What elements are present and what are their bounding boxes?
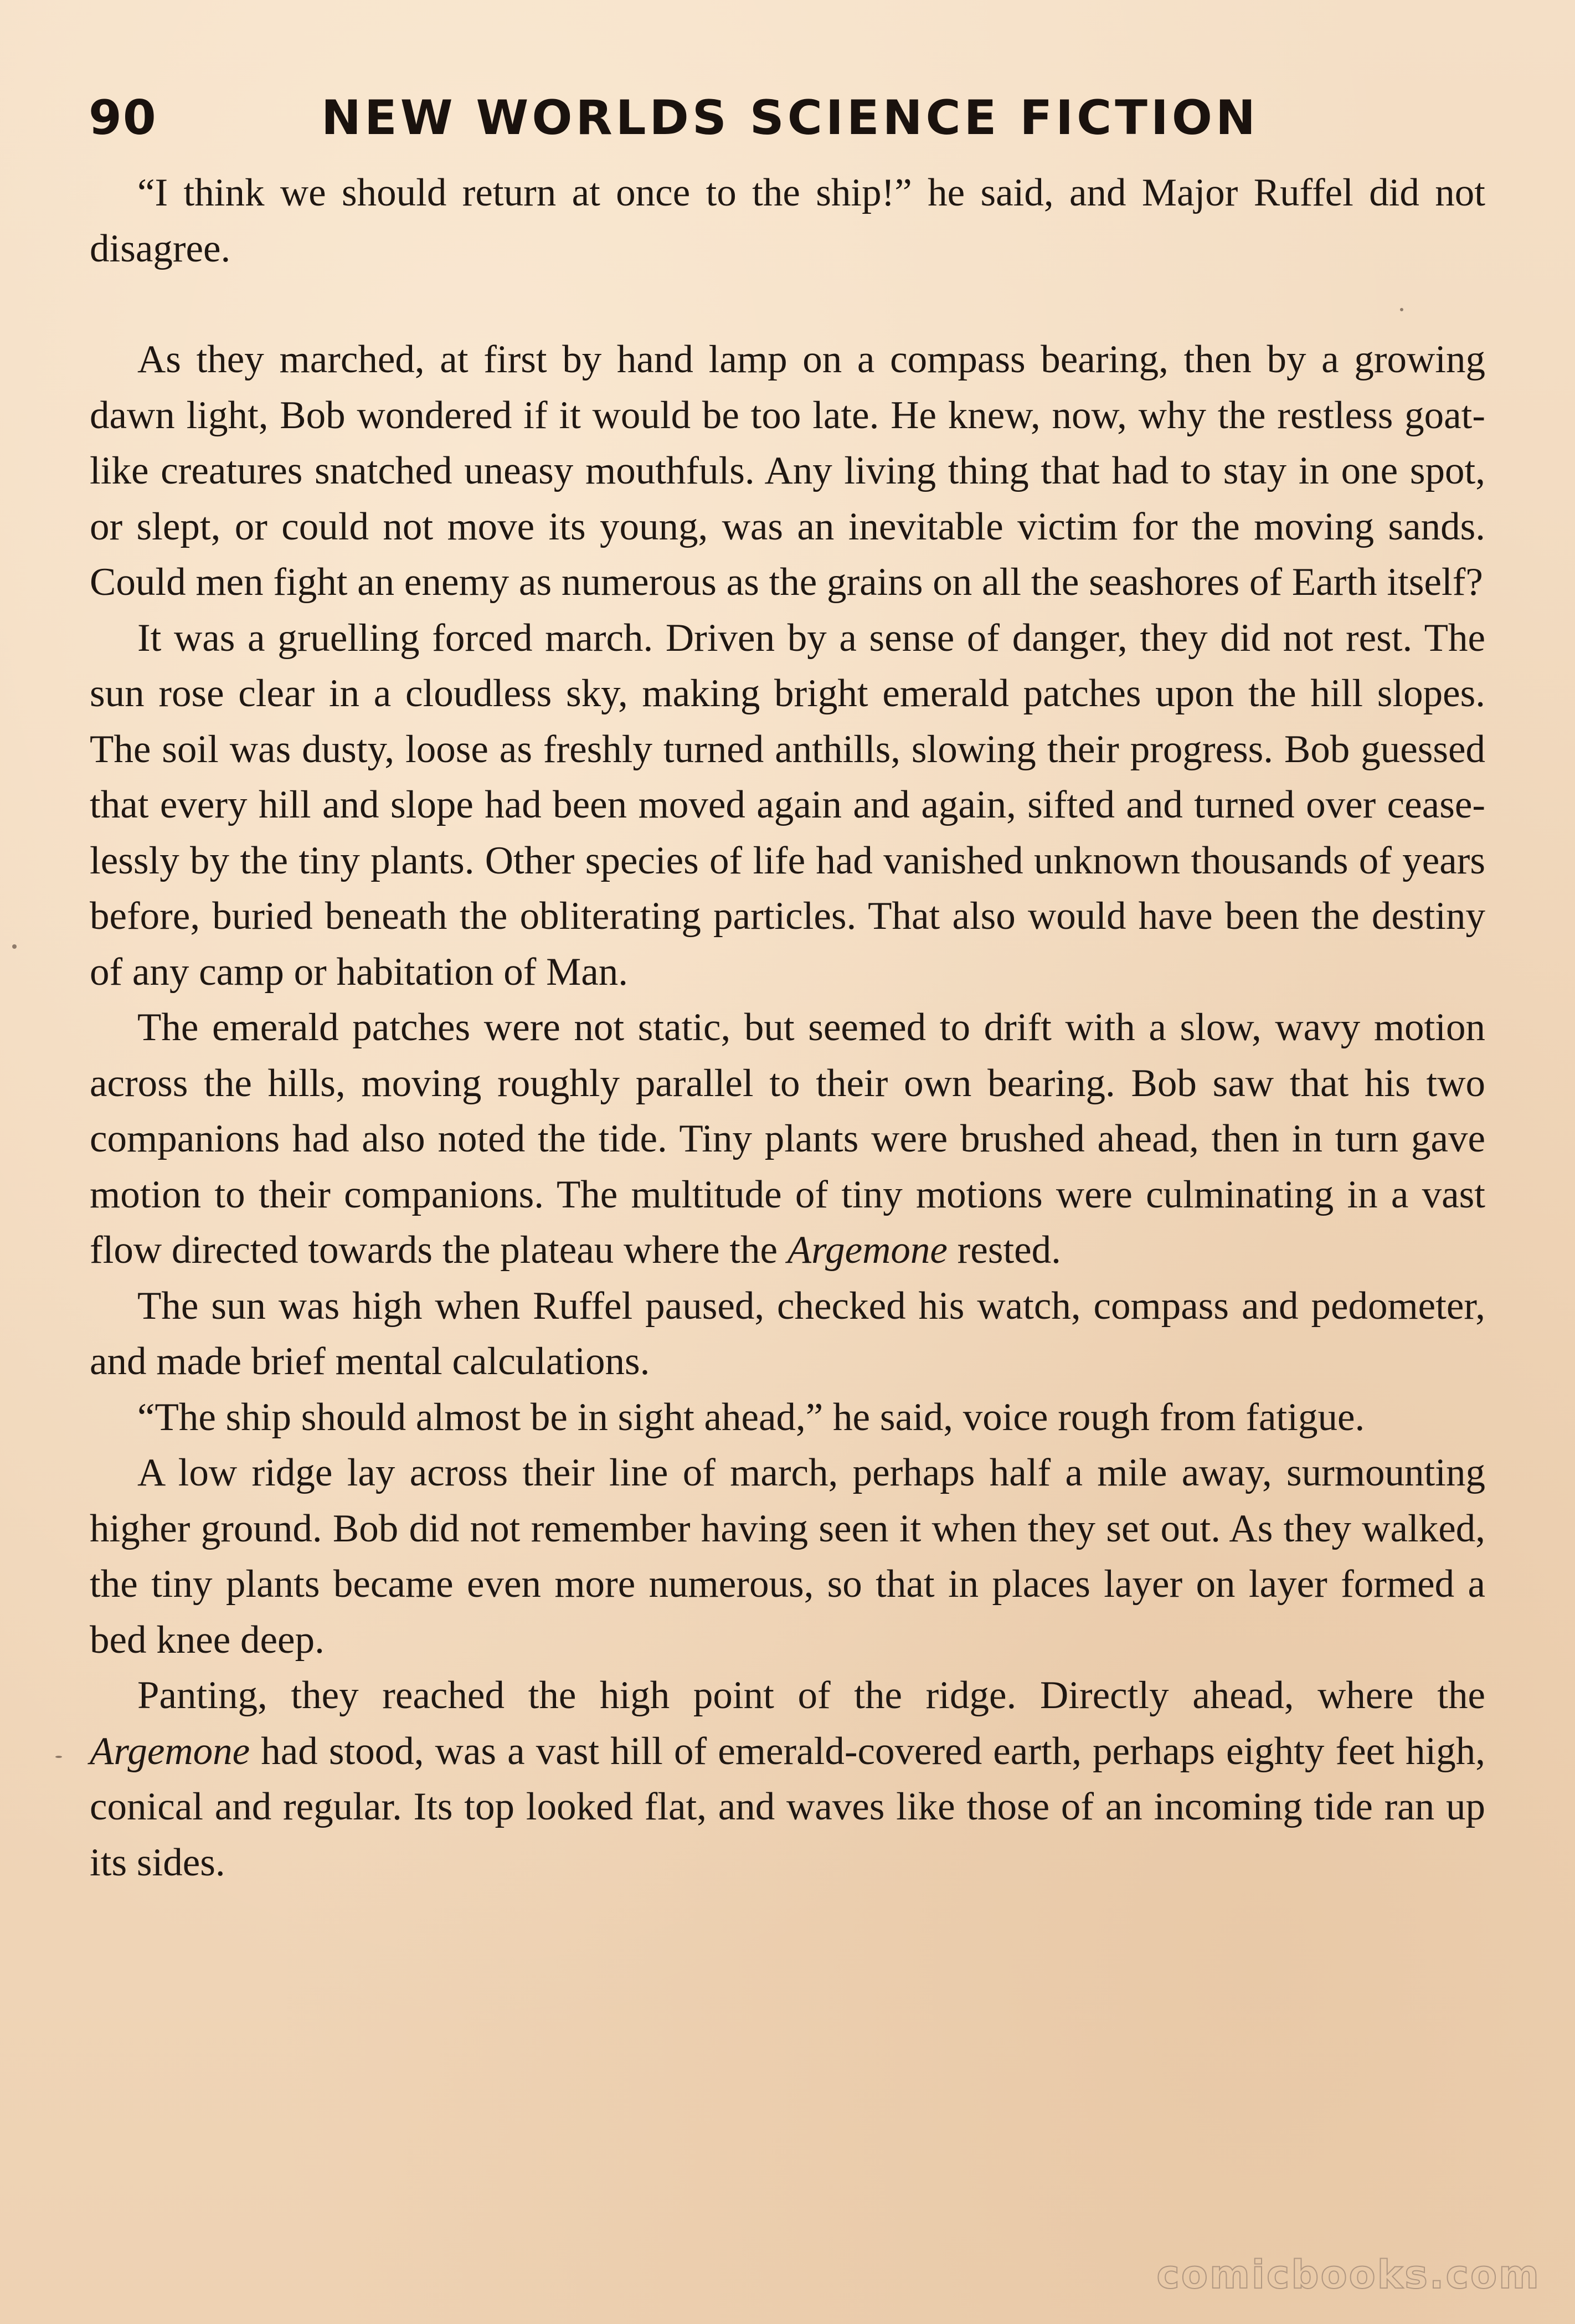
paper-speck xyxy=(1400,308,1403,311)
paragraph-2: As they marched, at first by hand lamp on a compass bearing, then by a growing dawn light, Bob wondered if it would be too late. He knew, now, why the restless goat-like creatures snatched uneasy mouthfuls. Any living thing that had to stay in one spot, or slept, or could not move its young, was an inevitable victim for the moving sands. Could men fight an enemy as numerous as the grains on all the seashores of Earth itself? xyxy=(90,338,1485,604)
watermark: comicbooks.com xyxy=(1156,2252,1541,2297)
page-header xyxy=(89,88,1484,148)
paragraph-4: The emerald patches were not static, but seemed to drift with a slow, wavy motion across the hills, moving roughly parallel to their own bearing. Bob saw that his two companions had also noted the tide. Tiny plants were brushed ahead, then in turn gave motion to their companions. The multitude of tiny motions were culminating in a vast flow directed towards the plateau where the Argemone rested. xyxy=(90,1006,1485,1272)
paragraph-8: Panting, they reached the high point of the ridge. Directly ahead, where the Argemone had stood, was a vast hill of emerald-covered earth, perhaps eighty feet high, conical and regular. Its top looked flat, and waves like those of an incoming tide ran up its sides. xyxy=(90,1674,1485,1884)
page-number: 90 xyxy=(89,90,157,146)
paragraph-5: The sun was high when Ruffel paused, checked his watch, compass and pedometer, and made brief mental calculations. xyxy=(90,1284,1485,1383)
paragraph-6: “The ship should almost be in sight ahead,” he said, voice rough from fatigue. xyxy=(137,1395,1365,1439)
ship-name: Argemone xyxy=(90,1729,250,1773)
story-text xyxy=(90,165,1485,1890)
paper-speck xyxy=(55,1756,62,1758)
running-title: NEW WORLDS SCIENCE FICTION xyxy=(321,90,1259,146)
ship-name: Argemone xyxy=(787,1228,948,1272)
paragraph-7: A low ridge lay across their line of march, perhaps half a mile away, surmounting higher ground. Bob did not remember having seen it when they set out. As they walked, the tiny plants became even more numerous, so that in places layer on layer formed a bed knee deep. xyxy=(90,1451,1485,1662)
paragraph-1: “I think we should return at once to the ship!” he said, and Major Ruffel did not disagree. xyxy=(90,171,1485,270)
paper-speck xyxy=(12,944,17,949)
paragraph-3: It was a gruelling forced march. Driven by a sense of danger, they did not rest. The sun rose clear in a cloudless sky, making bright emerald patches upon the hill slopes. The soil was dusty, loose as freshly turned anthills, slowing their progress. Bob guessed that every hill and slope had been moved again and again, sifted and turned over ceaselessly by the tiny plants. Other species of life had vanished unknown thousands of years before, buried beneath the obliterating particles. That also would have been the destiny of any camp or habitation of Man. xyxy=(90,616,1485,994)
